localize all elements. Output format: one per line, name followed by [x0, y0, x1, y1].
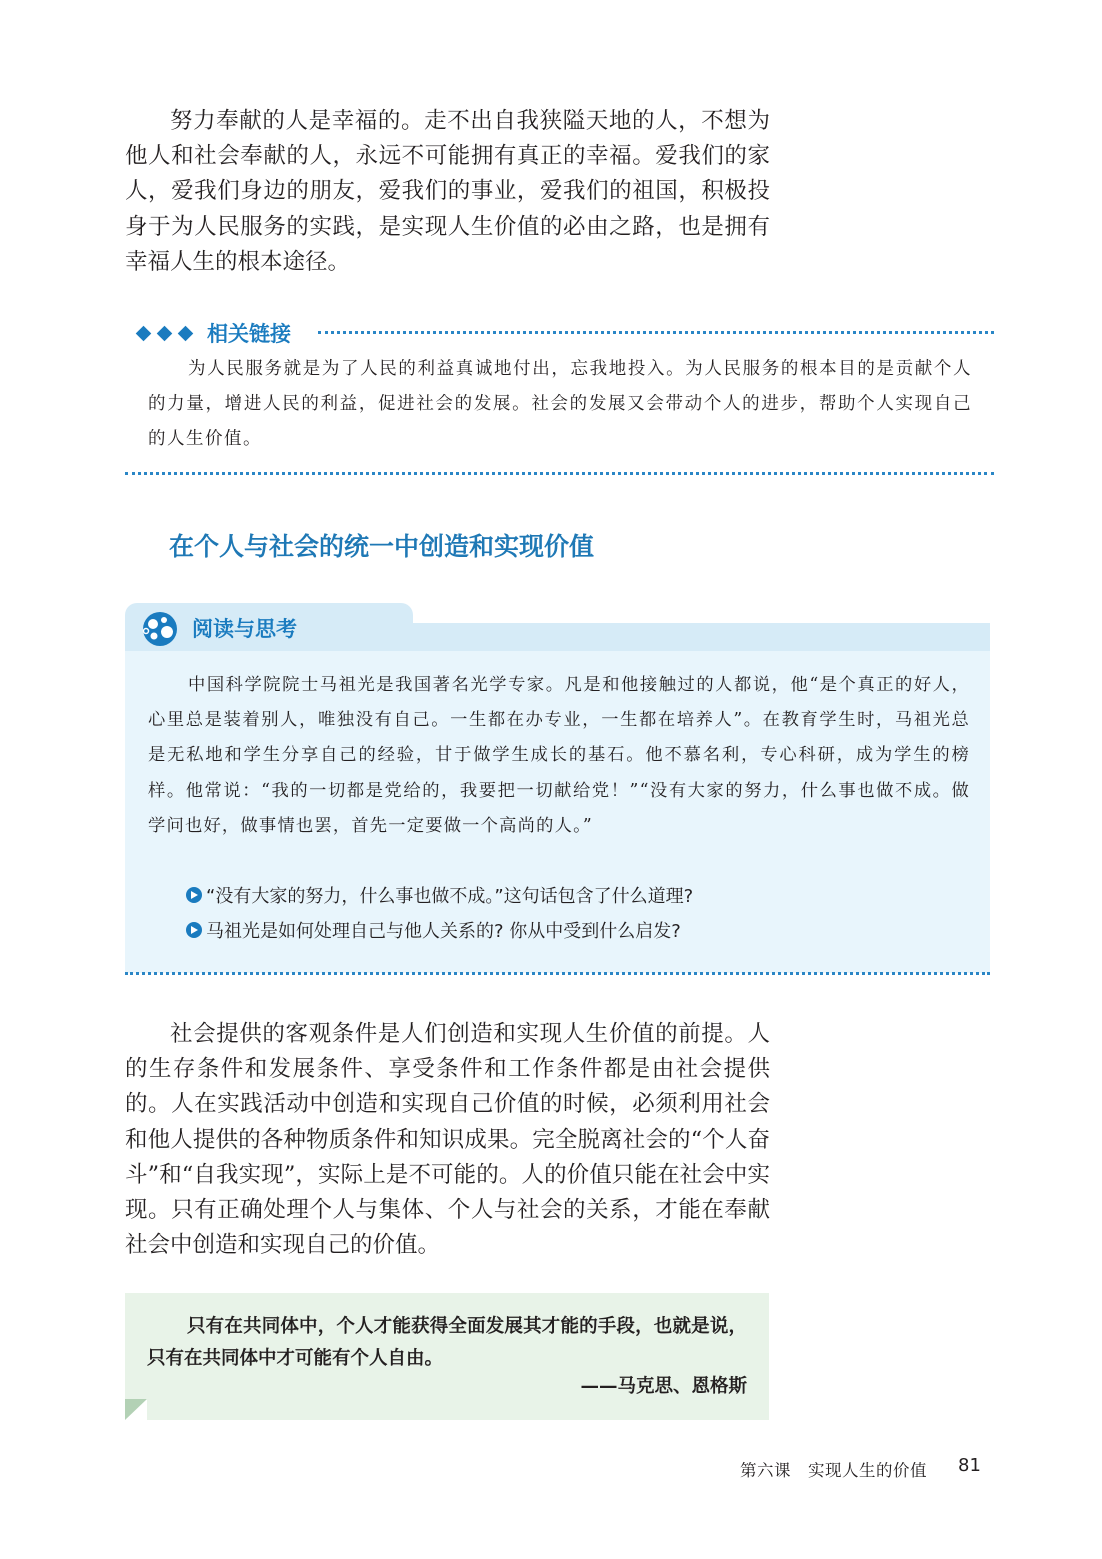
related-link-text: 为人民服务就是为了人民的利益真诚地付出，忘我地投入。为人民服务的根本目的是贡献个人的力量，增进人民的利益，促进社会的发展。社会的发展又会带动个人的进步，帮助个人实现自己的人生价值。 — [148, 359, 972, 449]
section-title: 在个人与社会的统一中创造和实现价值 — [169, 532, 595, 561]
reading-bubble-icon — [140, 609, 180, 649]
question-text: “没有大家的努力，什么事也做不成。”这句话包含了什么道理? — [206, 886, 694, 907]
quote-author: ——马克思、恩格斯 — [580, 1376, 747, 1397]
dotted-divider — [125, 972, 990, 975]
dotted-divider — [125, 472, 994, 475]
play-arrow-icon — [186, 922, 202, 938]
footer-lesson-title: 第六课 实现人生的价值 — [740, 1461, 927, 1480]
reading-thinking-text: 中国科学院院士马祖光是我国著名光学专家。凡是和他接触过的人都说，他“是个真正的好人，心里总是装着别人，唯独没有自己。一生都在办专业，一生都在培养人”。在教育学生时，马祖光总是无私地和学生分享自己的经验，甘于做学生成长的基石。他不慕名利，专心科研，成为学生的榜样。他常说：“我的一切都是党给的，我要把一切献给党！”“没有大家的努力，什么事也做不成。做学问也好，做事情也罢，首先一定要做一个高尚的人。” — [148, 675, 970, 836]
diamond-icon — [178, 325, 194, 341]
reading-thinking-title: 阅读与思考 — [192, 617, 297, 641]
intro-paragraph: 努力奉献的人是幸福的。走不出自我狭隘天地的人，不想为他人和社会奉献的人，永远不可能拥有真正的幸福。爱我们的家人，爱我们身边的朋友，爱我们的事业，爱我们的祖国，积极投身于为人民服务的实践，是实现人生价值的必由之路，也是拥有幸福人生的根本途径。 — [125, 108, 770, 275]
question-text: 马祖光是如何处理自己与他人关系的? 你从中受到什么启发? — [206, 921, 681, 942]
question-item — [186, 917, 681, 943]
diamond-icon — [157, 325, 173, 341]
dotted-divider — [318, 331, 994, 334]
quote-text: 只有在共同体中，个人才能获得全面发展其才能的手段，也就是说，只有在共同体中才可能有个人自由。 — [147, 1316, 747, 1369]
main-paragraph: 社会提供的客观条件是人们创造和实现人生价值的前提。人的生存条件和发展条件、享受条件和工作条件都是由社会提供的。人在实践活动中创造和实现自己价值的时候，必须利用社会和他人提供的各种物质条件和知识成果。完全脱离社会的“个人奋斗”和“自我实现”，实际上是不可能的。人的价值只能在社会中实现。只有正确处理个人与集体、个人与社会的关系，才能在奉献社会中创造和实现自己的价值。 — [125, 1021, 770, 1259]
page-number: 81 — [958, 1455, 981, 1476]
related-link-header — [138, 318, 299, 348]
diamond-icon — [136, 325, 152, 341]
related-link-title: 相关链接 — [207, 322, 291, 346]
play-arrow-icon — [186, 887, 202, 903]
page-fold-corner — [125, 1399, 147, 1420]
question-item — [186, 882, 693, 908]
